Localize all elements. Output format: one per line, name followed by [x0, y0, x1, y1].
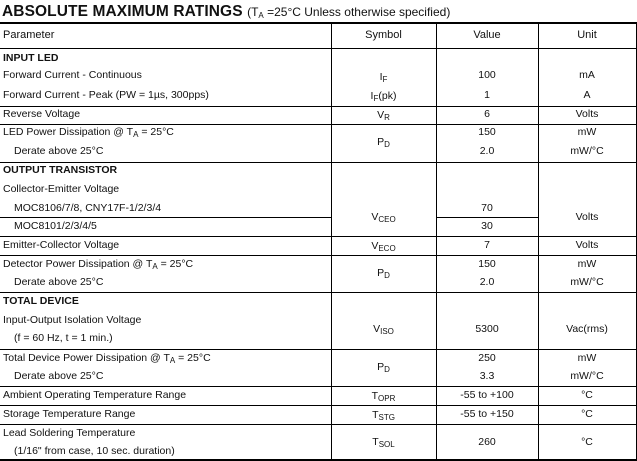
symbol-veco: $V_{ECO}$ [371, 240, 396, 253]
param-reverse-voltage: Reverse Voltage [3, 108, 81, 120]
value-detector-derate: 2.0 [479, 276, 495, 288]
value-total-derate: 3.3 [479, 370, 495, 382]
row-divider [0, 236, 637, 237]
value-topr: -55 to +100 [460, 389, 514, 401]
header-symbol: Symbol [365, 29, 402, 41]
param-ambient-temp: Ambient Operating Temperature Range [3, 389, 187, 401]
value-viso: 5300 [475, 323, 499, 335]
unit-total-derate: mW/°C [570, 370, 604, 382]
unit-tsol: °C [581, 436, 593, 448]
unit-total-power: mW [577, 352, 597, 364]
header-value: Value [473, 29, 501, 41]
symbol-vr: $V_R$ [377, 109, 390, 122]
section-input-led: INPUT LED [3, 52, 59, 64]
title-note [247, 5, 450, 19]
value-veco: 7 [484, 239, 490, 251]
value-tstg: -55 to +150 [460, 408, 514, 420]
table-title [2, 2, 450, 22]
param-detector-derate: Derate above 25°C [14, 276, 104, 288]
param-detector-power: Detector Power Dissipation @ $T_A = 25^\circ C$ [3, 258, 194, 271]
param-forward-current-peak: Forward Current - Peak (PW = 1µs, 300pps) [3, 89, 209, 101]
value-forward-current-peak: 1 [484, 89, 490, 101]
value-led-power: 150 [478, 126, 496, 138]
value-detector-power: 150 [478, 258, 496, 270]
param-lead-soldering-conditions: (1/16" from case, 10 sec. duration) [14, 445, 175, 457]
row-divider [0, 424, 637, 425]
param-led-derate: Derate above 25°C [14, 145, 104, 157]
title-note-sub: A [258, 11, 264, 20]
unit-tstg: °C [581, 408, 593, 420]
unit-detector-derate: mW/°C [570, 276, 604, 288]
symbol-if: $I_F$ [379, 71, 388, 84]
value-vceo-2: 30 [481, 220, 493, 232]
param-total-power: Total Device Power Dissipation @ $T_A = 25^\circ C$ [3, 352, 211, 365]
header-parameter: Parameter [3, 29, 55, 41]
value-forward-current: 100 [478, 69, 496, 81]
param-forward-current: Forward Current - Continuous [3, 69, 142, 81]
symbol-pd-led: $P_D$ [377, 136, 390, 149]
header-unit: Unit [577, 29, 597, 41]
symbol-viso: $V_{ISO}$ [373, 323, 394, 336]
title-note-prefix: (T [247, 5, 259, 19]
value-subdivider [436, 217, 538, 218]
param-lead-soldering: Lead Soldering Temperature [3, 427, 136, 439]
symbol-vceo: $V_{CEO}$ [371, 211, 396, 224]
row-divider [0, 386, 637, 387]
section-total-device: TOTAL DEVICE [3, 295, 79, 307]
unit-topr: °C [581, 389, 593, 401]
unit-veco: Volts [575, 239, 599, 251]
section-output-transistor: OUTPUT TRANSISTOR [3, 164, 118, 176]
header-divider [0, 48, 637, 49]
row-divider [0, 292, 637, 293]
title-note-suffix: =25°C Unless otherwise specified) [263, 5, 451, 19]
symbol-if-pk: $I_F(pk)$ [370, 90, 397, 103]
symbol-pd-total: $P_D$ [377, 361, 390, 374]
unit-forward-current: mA [579, 69, 595, 81]
unit-led-power: mW [577, 126, 597, 138]
unit-forward-current-peak: A [583, 89, 591, 101]
symbol-topr: $T_{OPR}$ [371, 390, 396, 403]
title-main: ABSOLUTE MAXIMUM RATINGS [2, 3, 243, 20]
param-collector-emitter: Collector-Emitter Voltage [3, 183, 120, 195]
symbol-tstg: $T_{STG}$ [372, 409, 395, 422]
row-divider [0, 255, 637, 256]
param-moc8101: MOC8101/2/3/4/5 [14, 220, 97, 232]
unit-detector-power: mW [577, 258, 597, 270]
table-top-border [0, 22, 637, 24]
param-isolation-conditions: (f = 60 Hz, t = 1 min.) [14, 332, 113, 344]
symbol-tsol: $T_{SOL}$ [372, 436, 395, 449]
value-led-derate: 2.0 [479, 145, 495, 157]
unit-viso: Vac(rms) [566, 323, 608, 335]
param-isolation-voltage: Input-Output Isolation Voltage [3, 314, 142, 326]
param-total-derate: Derate above 25°C [14, 370, 104, 382]
unit-vceo: Volts [575, 211, 599, 223]
param-moc8106: MOC8106/7/8, CNY17F-1/2/3/4 [14, 202, 162, 214]
symbol-pd-detector: $P_D$ [377, 267, 390, 280]
value-vceo-1: 70 [481, 202, 493, 214]
row-divider [0, 405, 637, 406]
param-storage-temp: Storage Temperature Range [3, 408, 136, 420]
param-subdivider [0, 217, 331, 218]
param-led-power: LED Power Dissipation @ $T_A = 25^\circ C$ [3, 126, 174, 139]
value-tsol: 260 [478, 436, 496, 448]
value-reverse-voltage: 6 [484, 108, 490, 120]
param-emitter-collector: Emitter-Collector Voltage [3, 239, 120, 251]
unit-led-derate: mW/°C [570, 145, 604, 157]
row-divider [0, 349, 637, 350]
value-total-power: 250 [478, 352, 496, 364]
unit-reverse-voltage: Volts [575, 108, 599, 120]
